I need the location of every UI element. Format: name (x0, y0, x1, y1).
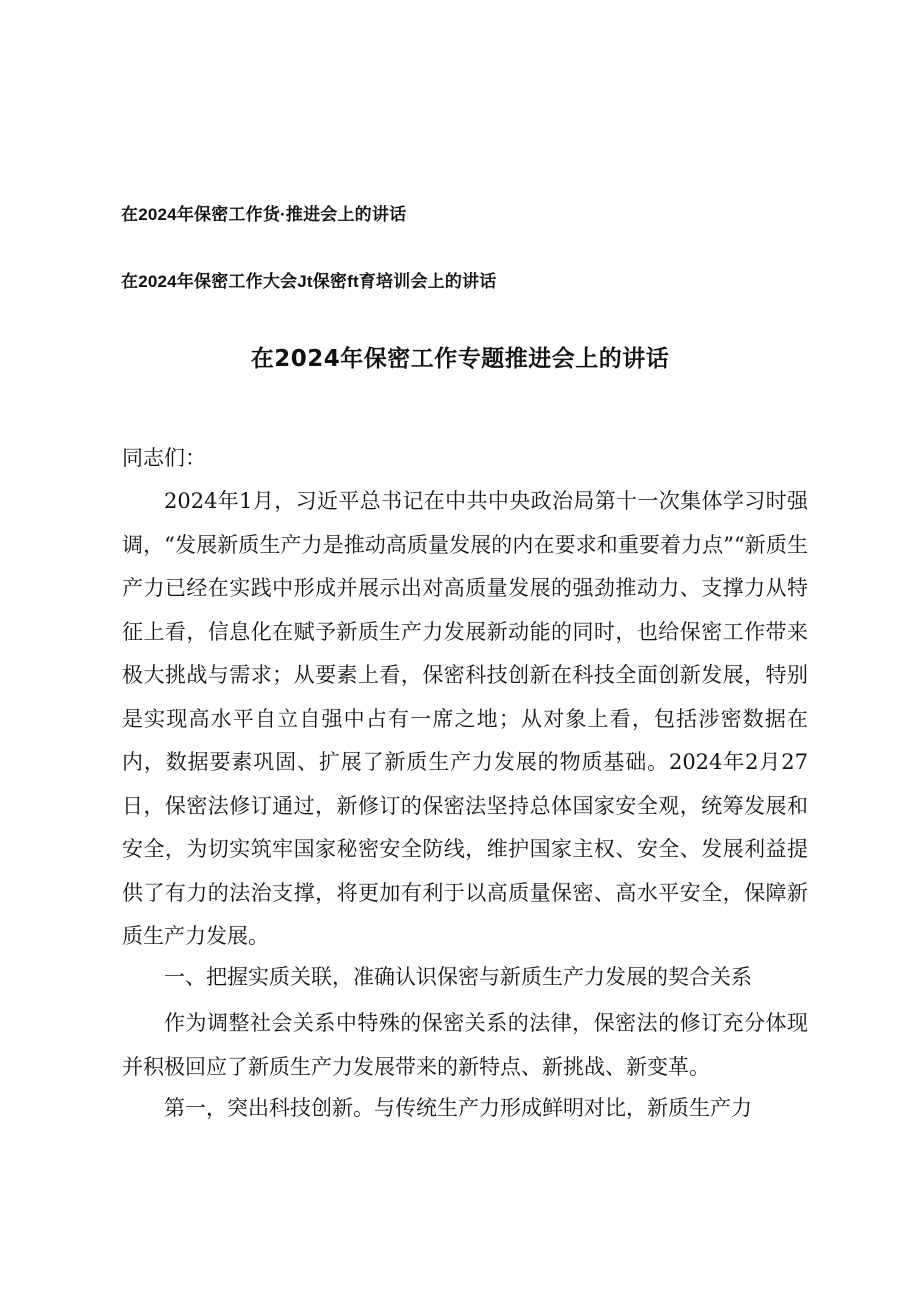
body-paragraph-2: 作为调整社会关系中特殊的保密关系的法律，保密法的修订充分体现并积极回应了新质生产力发展带来的新特点、新挑战、新变革。 (122, 1011, 808, 1079)
salutation: 同志们： (122, 446, 206, 470)
body-paragraph-3: 第一，突出科技创新。与传统生产力形成鲜明对比，新质生产力 (164, 1096, 752, 1120)
toc-entry-1: 在2024年保密工作货·推进会上的讲话 (121, 205, 407, 224)
toc-entry-2: 在2024年保密工作大会Jt保密ft育培训会上的讲话 (121, 272, 497, 291)
section-heading-1: 一、把握实质关联，准确认识保密与新质生产力发展的契合关系 (164, 965, 752, 989)
body-paragraph-1: 2024年1月，习近平总书记在中共中央政治局第十一次集体学习时强调，“发展新质生产力是推动高质量发展的内在要求和重要着力点”“新质生产力已经在实践中形成并展示出对高质量发展的强劲推动力、支撑力从特征上看，信息化在赋予新质生产力发展新动能的同时，也给保密工作带来极大挑战与需求；从要素上看，保密科技创新在科技全面创新发展，特别是实现高水平自立自强中占有一席之地；从对象上看，包括涉密数据在内，数据要素巩固、扩展了新质生产力发展的物质基础。2024年2月27日，保密法修订通过，新修订的保密法坚持总体国家安全观，统筹发展和安全，为切实筑牢国家秘密安全防线，维护国家主权、安全、发展利益提供了有力的法治支撑，将更加有利于以高质量保密、高水平安全，保障新质生产力发展。 (122, 489, 808, 948)
page-title: 在2024年保密工作专题推进会上的讲话 (250, 346, 670, 372)
